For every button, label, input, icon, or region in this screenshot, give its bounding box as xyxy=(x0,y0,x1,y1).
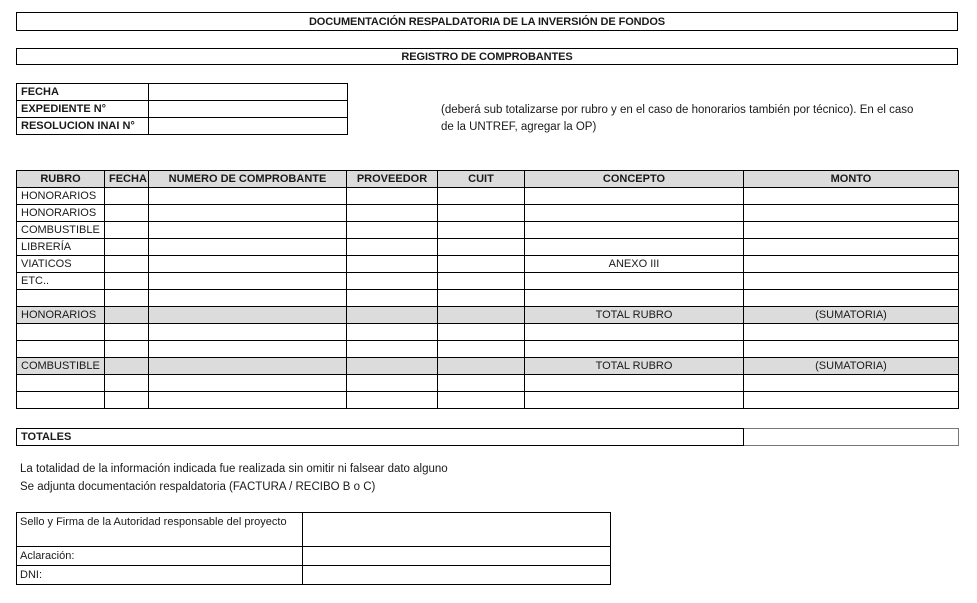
rubro-cell: COMBUSTIBLE xyxy=(17,358,105,375)
subtotal-row xyxy=(17,358,959,375)
numero-cell[interactable] xyxy=(149,205,347,222)
rubro-cell[interactable]: VIATICOS xyxy=(17,256,105,273)
table-row xyxy=(17,188,959,205)
totals-label: TOTALES xyxy=(17,429,744,446)
signature-field[interactable] xyxy=(303,513,611,547)
fecha-field[interactable] xyxy=(149,84,348,101)
dni-row xyxy=(17,566,611,585)
receipts-table xyxy=(16,170,959,409)
cuit-cell[interactable] xyxy=(438,188,525,205)
table-row xyxy=(17,375,959,392)
subtotal-row xyxy=(17,307,959,324)
table-row xyxy=(17,205,959,222)
proveedor-cell[interactable] xyxy=(347,222,438,239)
column-header-proveedor: PROVEEDOR xyxy=(347,171,438,188)
monto-cell[interactable] xyxy=(744,205,959,222)
proveedor-cell[interactable] xyxy=(347,205,438,222)
rubro-cell[interactable] xyxy=(17,341,105,358)
note-line: de la UNTREF, agregar la OP) xyxy=(441,121,597,133)
cuit-cell[interactable] xyxy=(438,222,525,239)
table-header-row xyxy=(17,171,959,188)
fecha-cell[interactable] xyxy=(105,290,149,307)
document-subtitle: REGISTRO DE COMPROBANTES xyxy=(16,48,958,65)
concepto-cell[interactable] xyxy=(525,392,744,409)
monto-cell[interactable] xyxy=(744,222,959,239)
monto-cell[interactable] xyxy=(744,375,959,392)
monto-cell[interactable] xyxy=(744,239,959,256)
fecha-cell[interactable] xyxy=(105,188,149,205)
monto-cell[interactable] xyxy=(744,392,959,409)
concepto-cell[interactable] xyxy=(525,290,744,307)
concepto-cell[interactable]: ANEXO III xyxy=(525,256,744,273)
fecha-cell[interactable] xyxy=(105,273,149,290)
info-row-fecha xyxy=(17,84,348,101)
numero-cell[interactable] xyxy=(149,256,347,273)
proveedor-cell[interactable] xyxy=(347,392,438,409)
totals-table xyxy=(16,428,959,446)
proveedor-cell[interactable] xyxy=(347,273,438,290)
info-label: RESOLUCION INAI N° xyxy=(17,118,149,135)
dni-field[interactable] xyxy=(303,566,611,585)
proveedor-cell[interactable] xyxy=(347,324,438,341)
signature-table xyxy=(16,512,611,585)
numero-cell xyxy=(149,307,347,324)
proveedor-cell[interactable] xyxy=(347,290,438,307)
numero-cell[interactable] xyxy=(149,239,347,256)
fecha-cell[interactable] xyxy=(105,324,149,341)
attachment-statement: Se adjunta documentación respaldatoria (FACTURA / RECIBO B o C) xyxy=(20,481,376,493)
column-header-numero: NUMERO DE COMPROBANTE xyxy=(149,171,347,188)
totals-value[interactable] xyxy=(744,429,959,446)
fecha-cell[interactable] xyxy=(105,205,149,222)
table-row xyxy=(17,273,959,290)
cuit-cell xyxy=(438,358,525,375)
info-label: EXPEDIENTE N° xyxy=(17,101,149,118)
numero-cell[interactable] xyxy=(149,188,347,205)
monto-cell[interactable] xyxy=(744,324,959,341)
rubro-cell[interactable]: LIBRERÍA xyxy=(17,239,105,256)
cuit-cell[interactable] xyxy=(438,375,525,392)
signature-label: Sello y Firma de la Autoridad responsable del proyecto xyxy=(17,513,303,547)
numero-cell[interactable] xyxy=(149,375,347,392)
table-row xyxy=(17,256,959,273)
numero-cell[interactable] xyxy=(149,290,347,307)
cuit-cell xyxy=(438,307,525,324)
info-label: FECHA xyxy=(17,84,149,101)
concepto-cell[interactable] xyxy=(525,205,744,222)
cuit-cell[interactable] xyxy=(438,324,525,341)
fecha-cell[interactable] xyxy=(105,341,149,358)
fecha-cell[interactable] xyxy=(105,392,149,409)
totals-row xyxy=(17,429,959,446)
monto-cell[interactable] xyxy=(744,341,959,358)
numero-cell[interactable] xyxy=(149,392,347,409)
monto-cell[interactable] xyxy=(744,290,959,307)
proveedor-cell[interactable] xyxy=(347,239,438,256)
table-row xyxy=(17,290,959,307)
concepto-cell[interactable] xyxy=(525,324,744,341)
column-header-concepto: CONCEPTO xyxy=(525,171,744,188)
proveedor-cell[interactable] xyxy=(347,188,438,205)
rubro-cell[interactable] xyxy=(17,375,105,392)
fecha-cell[interactable] xyxy=(105,375,149,392)
monto-cell: (SUMATORIA) xyxy=(744,358,959,375)
instruction-note xyxy=(441,102,961,136)
numero-cell[interactable] xyxy=(149,222,347,239)
monto-cell[interactable] xyxy=(744,188,959,205)
rubro-cell[interactable]: ETC.. xyxy=(17,273,105,290)
numero-cell[interactable] xyxy=(149,273,347,290)
rubro-cell[interactable]: COMBUSTIBLE xyxy=(17,222,105,239)
monto-cell[interactable] xyxy=(744,256,959,273)
proveedor-cell xyxy=(347,358,438,375)
dni-label: DNI: xyxy=(17,566,303,585)
info-table xyxy=(16,83,348,135)
cuit-cell[interactable] xyxy=(438,205,525,222)
fecha-cell[interactable] xyxy=(105,222,149,239)
column-header-monto: MONTO xyxy=(744,171,959,188)
table-row xyxy=(17,341,959,358)
cuit-cell[interactable] xyxy=(438,341,525,358)
rubro-cell[interactable]: HONORARIOS xyxy=(17,205,105,222)
table-row xyxy=(17,324,959,341)
monto-cell: (SUMATORIA) xyxy=(744,307,959,324)
fecha-cell xyxy=(105,358,149,375)
rubro-cell[interactable] xyxy=(17,290,105,307)
numero-cell[interactable] xyxy=(149,324,347,341)
concepto-cell[interactable] xyxy=(525,222,744,239)
table-row xyxy=(17,222,959,239)
proveedor-cell[interactable] xyxy=(347,341,438,358)
proveedor-cell[interactable] xyxy=(347,256,438,273)
document-title: DOCUMENTACIÓN RESPALDATORIA DE LA INVERSIÓN DE FONDOS xyxy=(16,12,958,31)
fecha-cell[interactable] xyxy=(105,256,149,273)
table-row xyxy=(17,239,959,256)
proveedor-cell[interactable] xyxy=(347,375,438,392)
proveedor-cell xyxy=(347,307,438,324)
table-row xyxy=(17,392,959,409)
resolucion-field[interactable] xyxy=(149,118,348,135)
aclaracion-field[interactable] xyxy=(303,547,611,566)
cuit-cell[interactable] xyxy=(438,256,525,273)
rubro-cell[interactable] xyxy=(17,392,105,409)
column-header-cuit: CUIT xyxy=(438,171,525,188)
concepto-cell[interactable] xyxy=(525,188,744,205)
concepto-cell: TOTAL RUBRO xyxy=(525,307,744,324)
cuit-cell[interactable] xyxy=(438,392,525,409)
info-row-expediente xyxy=(17,101,348,118)
rubro-cell: HONORARIOS xyxy=(17,307,105,324)
numero-cell[interactable] xyxy=(149,341,347,358)
concepto-cell: TOTAL RUBRO xyxy=(525,358,744,375)
info-row-resolucion xyxy=(17,118,348,135)
declaration-statement: La totalidad de la información indicada fue realizada sin omitir ni falsear dato alguno xyxy=(20,463,448,475)
monto-cell[interactable] xyxy=(744,273,959,290)
numero-cell xyxy=(149,358,347,375)
aclaracion-row xyxy=(17,547,611,566)
cuit-cell[interactable] xyxy=(438,290,525,307)
rubro-cell[interactable]: HONORARIOS xyxy=(17,188,105,205)
concepto-cell[interactable] xyxy=(525,341,744,358)
fecha-cell xyxy=(105,307,149,324)
note-line: (deberá sub totalizarse por rubro y en el caso de honorarios también por técnico). En el caso xyxy=(441,104,914,116)
signature-row xyxy=(17,513,611,547)
cuit-cell[interactable] xyxy=(438,273,525,290)
concepto-cell[interactable] xyxy=(525,375,744,392)
column-header-fecha: FECHA xyxy=(105,171,149,188)
cuit-cell[interactable] xyxy=(438,239,525,256)
rubro-cell[interactable] xyxy=(17,324,105,341)
concepto-cell[interactable] xyxy=(525,273,744,290)
column-header-rubro: RUBRO xyxy=(17,171,105,188)
aclaracion-label: Aclaración: xyxy=(17,547,303,566)
expediente-field[interactable] xyxy=(149,101,348,118)
fecha-cell[interactable] xyxy=(105,239,149,256)
concepto-cell[interactable] xyxy=(525,239,744,256)
